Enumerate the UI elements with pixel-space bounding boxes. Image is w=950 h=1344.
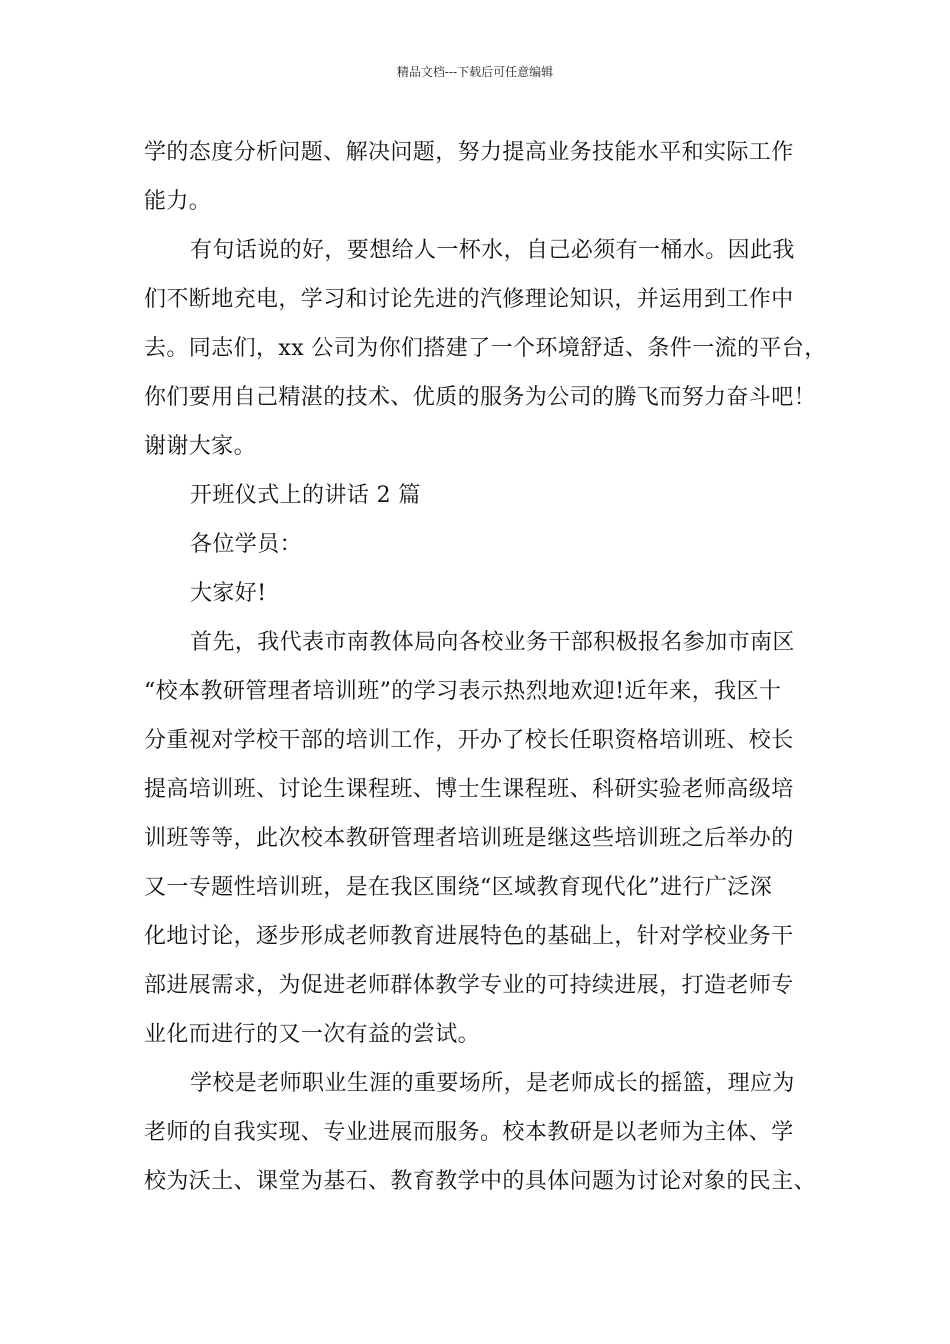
paragraph: [144, 1059, 826, 1206]
text-line: 去。同志们，xx 公司为你们搭建了一个环境舒适、条件一流的平台，: [144, 336, 827, 361]
text-line: 分重视对学校干部的培训工作，开办了校长任职资格培训班、校长: [144, 728, 794, 753]
text-line: 提高培训班、讨论生课程班、博士生课程班、科研实验老师高级培: [144, 777, 794, 802]
paragraph: [144, 569, 826, 618]
text-line: 各位学员：: [190, 532, 303, 557]
text-line: 部进展需求，为促进老师群体教学专业的可持续进展，打造老师专: [144, 973, 794, 998]
text-line: 们不断地充电，学习和讨论先进的汽修理论知识，并运用到工作中: [144, 287, 794, 312]
text-line: 有句话说的好，要想给人一杯水，自己必须有一桶水。因此我: [190, 238, 795, 263]
text-line: 大家好!: [190, 581, 267, 606]
text-line: 谢谢大家。: [144, 434, 257, 459]
text-line: 校为沃土、课堂为基石、教育教学中的具体问题为讨论对象的民主、: [144, 1169, 817, 1194]
text-line: 老师的自我实现、专业进展而服务。校本教研是以老师为主体、学: [144, 1120, 794, 1145]
text-line: “校本教研管理者培训班”的学习表示热烈地欢迎!近年来，我区十: [144, 679, 782, 704]
paragraph: [144, 226, 826, 471]
text-line: 学校是老师职业生涯的重要场所，是老师成长的摇篮，理应为: [190, 1071, 795, 1096]
text-line: 首先，我代表市南教体局向各校业务干部积极报名参加市南区: [190, 630, 795, 655]
text-line: 训班等等，此次校本教研管理者培训班是继这些培训班之后举办的: [144, 826, 794, 851]
text-line: 能力。: [144, 189, 212, 214]
paragraph: [144, 471, 826, 520]
document-body: [144, 128, 826, 1206]
text-line: 又一专题性培训班，是在我区围绕“区域教育现代化”进行广泛深: [144, 875, 773, 900]
text-line: 开班仪式上的讲话 2 篇: [190, 483, 421, 508]
page-header: 精品文档---下载后可任意编辑: [396, 65, 554, 79]
paragraph: [144, 128, 826, 226]
paragraph: [144, 520, 826, 569]
text-line: 化地讨论，逐步形成老师教育进展特色的基础上，针对学校业务干: [144, 924, 794, 949]
paragraph: [144, 618, 826, 1059]
text-line: 学的态度分析问题、解决问题，努力提高业务技能水平和实际工作: [144, 140, 794, 165]
text-line: 业化而进行的又一次有益的尝试。: [144, 1022, 481, 1047]
text-line: 你们要用自己精湛的技术、优质的服务为公司的腾飞而努力奋斗吧！: [144, 385, 817, 410]
